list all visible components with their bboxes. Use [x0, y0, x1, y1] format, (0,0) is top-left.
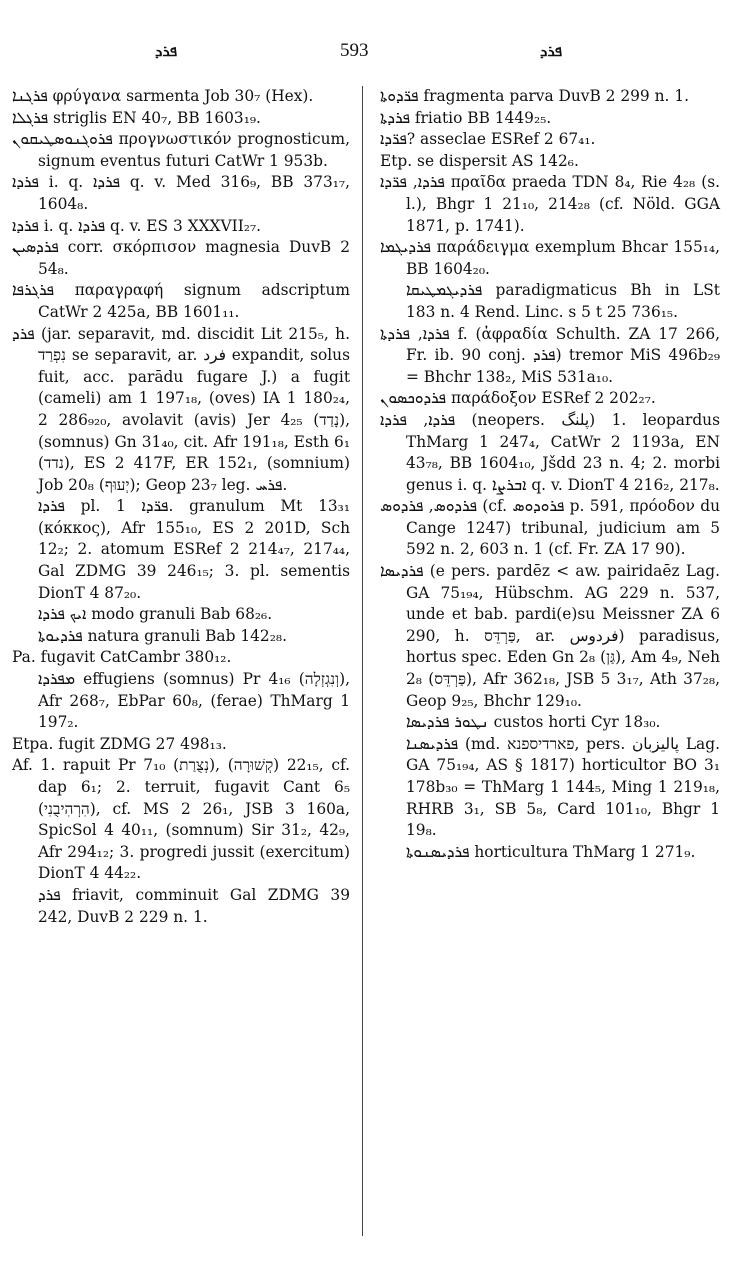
entry: Pa. fugavit CatCambr 380₁₂. — [12, 648, 232, 667]
entry: Af. 1. rapuit Pr 7₁₀ (נְצֻרַת), 22₁₅ (קְשׁוּרָה), cf. dap 6₁; 2. terruit, fugavit Cant 6₅ (הִרְהִיבֻנִי), cf. MS 2 26₁, JSB 3 160a, SpicSol 4 40₁₁, (somnum) Sir 31₂, 42₉, Afr 294₁₂; 3. progredi jussit (exercitum) DionT 4 44₂₂. — [12, 756, 350, 883]
entry: ܦܪܓܠܐ striglis EN 40₇, BB 1603₁₉. — [12, 108, 261, 127]
entry: ܦܪܕܘܟܣܘܢ παράδοξον ESRef 2 202₂₇. — [380, 389, 656, 408]
entry: ܦܪܕܬܐ friatio BB 1449₂₅. — [380, 108, 552, 127]
entry: ܦܪܕܘܣ, ܦܪܕܘܣ (cf. ܦܪܘܕܘܣ p. 591, πρόοδον du Cange 1247) tribunal, judicium am 5 592 n. 2, 603 n. 1 (cf. Fr. ZA 17 90). — [380, 497, 720, 559]
running-head-right: ܦܪܕ — [540, 42, 563, 60]
entry: ܦܪܕܝܘܬܐ natura granuli Bab 142₂₈. — [38, 626, 287, 645]
entry: ܦܪܓܪܦܐ παραγραφή signum adscriptum CatWr 2 425a, BB 1601₁₁. — [12, 281, 350, 321]
entry: Etpa. fugit ZDMG 27 498₁₃. — [12, 734, 227, 753]
entry: ܦܪܓܢܐ φρύγανα sarmenta Job 30₇ (Hex). — [12, 87, 314, 105]
entry: ܢܛܘܪ ܦܪܕܝܣܐ custos horti Cyr 18₃₀. — [406, 713, 661, 732]
left-column — [12, 86, 350, 928]
entry: ܦܪܕܝܓܡܐ παράδειγμα exemplum Bhcar 155₁₄, BB 1604₂₀. — [380, 238, 720, 278]
page-number: 593 — [340, 40, 369, 61]
entry: ܦܪܕܣܝܢ corr. σκόρπισον magnesia DuvB 2 54₈. — [12, 238, 350, 278]
entry: ܦܪܕܐ i. q. ܦܪܕܐ q. v. ES 3 XXXVII₂₇. — [12, 216, 262, 235]
entry: ܦܪܕ (jar. separavit, md. discidit Lit 215₅, h. נִפְרַד se separavit, ar. فرد expandit, solus fuit, acc. parādu fugare J.) a fugit (cameli) am 1 197₁₈, (oves) IA 1 180₂₄, 2 286₉₂₀, avolavit (avis) Jer 4₂₅ (נָדַד), (somnus) Gn 31₄₀, cit. Afr 191₁₈, Esth 6₁ (נדד), ES 2 417F, ER 152₁, (somnium) Job 20₈ (יְעוּף); Geop 23₇ leg. ܦܪܚ. — [12, 324, 350, 494]
entry: ܦܪܕ friavit, comminuit Gal ZDMG 39 242, DuvB 2 229 n. 1. — [38, 885, 350, 926]
right-column — [380, 86, 720, 863]
column-divider — [362, 86, 363, 1236]
entry: ܦܪܕܐ, ܦܪܕܐ (neopers. پلنگ) 1. leopardus ThMarg 1 247₄, CatWr 2 1193a, EN 43₇₈, BB 1604₁₀, Jšdd 23 n. 4; 2. morbi genus i. q. ܐܒܪܨܐ q. v. DionT 4 216₂, 217₈. — [380, 410, 720, 494]
entry: ܦܪܕܝܓܡܛܝܩܐ paradigmaticus Bh in LSt 183 n. 4 Rend. Linc. s 5 t 25 736₁₅. — [406, 281, 720, 321]
entry: ܦܪ̈ܕܘܬܐ fragmenta parva DuvB 2 299 n. 1. — [380, 87, 690, 105]
running-head-left: ܦܪܕ — [155, 42, 178, 60]
entry: ܦܪܕܝܣܢܐ (md. פארדיספנא, pers. پالیزبان Lag. GA 75₁₉₄, AS § 1817) horticultor BO 3₁ 178b₃₀ = ThMarg 1 144₅, Ming 1 219₁₈, RHRB 3₁, SB 5₈, Card 101₁₀, Bhgr 1 19₈. — [406, 734, 720, 840]
entry: ܦܪܘܓܢܘܣܛܝܩܘܢ προγνωστικόν prognosticum, signum eventus futuri CatWr 1 953b. — [12, 130, 350, 170]
entry: ܦܪ̈ܕܐ? asseclae ESRef 2 67₄₁. — [380, 130, 596, 149]
entry: ܦܪܕܐ, ܦܪܕܬܐ f. (ἀφραδία Schulth. ZA 17 266, Fr. ib. 90 conj. ܦܪܕ) tremor MiS 496b₂₉ = Bhchr 138₂, MiS 531a₁₀. — [380, 324, 721, 386]
entry: ܐܝܟ ܦܪܕܐ modo granuli Bab 68₂₆. — [38, 605, 273, 624]
entry: ܡܦܪܕܐ effugiens (somnus) Pr 4₁₆ (וְנִגְזְלָה), Afr 268₇, EbPar 60₈, (ferae) ThMarg 1 197₂. — [38, 670, 350, 732]
page-header — [0, 40, 750, 66]
entry: Etp. se dispersit AS 142₆. — [380, 151, 579, 170]
entry: ܦܪܕܐ pl. ܦܪ̈ܕܐ 1. granulum Mt 13₃₁ (κόκκος), Afr 155₁₀, ES 2 201D, Sch 12₂; 2. atomum ESRef 2 214₄₇, 217₄₄, Gal ZDMG 39 246₁₅; 3. pl. sementis DionT 4 87₂₀. — [38, 497, 351, 602]
entry: ܦܪܕܝܣܐ (e pers. pardēz < aw. pairidaēz Lag. GA 75₁₉₄, Hübschm. AG 229 n. 537, unde et bab. pardi(e)su Meissner ZA 6 290, h. פַּרְדֵּס, ar. فردوس) paradisus, hortus spec. Eden Gn 2₈ (גַּן), Am 4₉, Neh 2₈ (פַּרְדֵּס), Afr 362₁₈, JSB 5 3₁₇, Ath 37₂₈, Geop 9₂₅, Bhchr 129₁₀. — [380, 562, 720, 710]
entry: ܦܪܕܐ i. q. ܦܪܕܐ q. v. Med 316₉, BB 373₁₇, 1604₈. — [12, 173, 350, 213]
entry: ܦܪܕܐ, ܦܪ̈ܕܐ πραῖδα praeda TDN 8₄, Rie 4₂₈ (s. l.), Bhgr 1 21₁₀, 214₂₈ (cf. Nöld. GGA 1871, p. 1741). — [380, 173, 720, 235]
entry: ܦܪܕܝܣܢܘܬܐ horticultura ThMarg 1 271₉. — [406, 842, 696, 861]
